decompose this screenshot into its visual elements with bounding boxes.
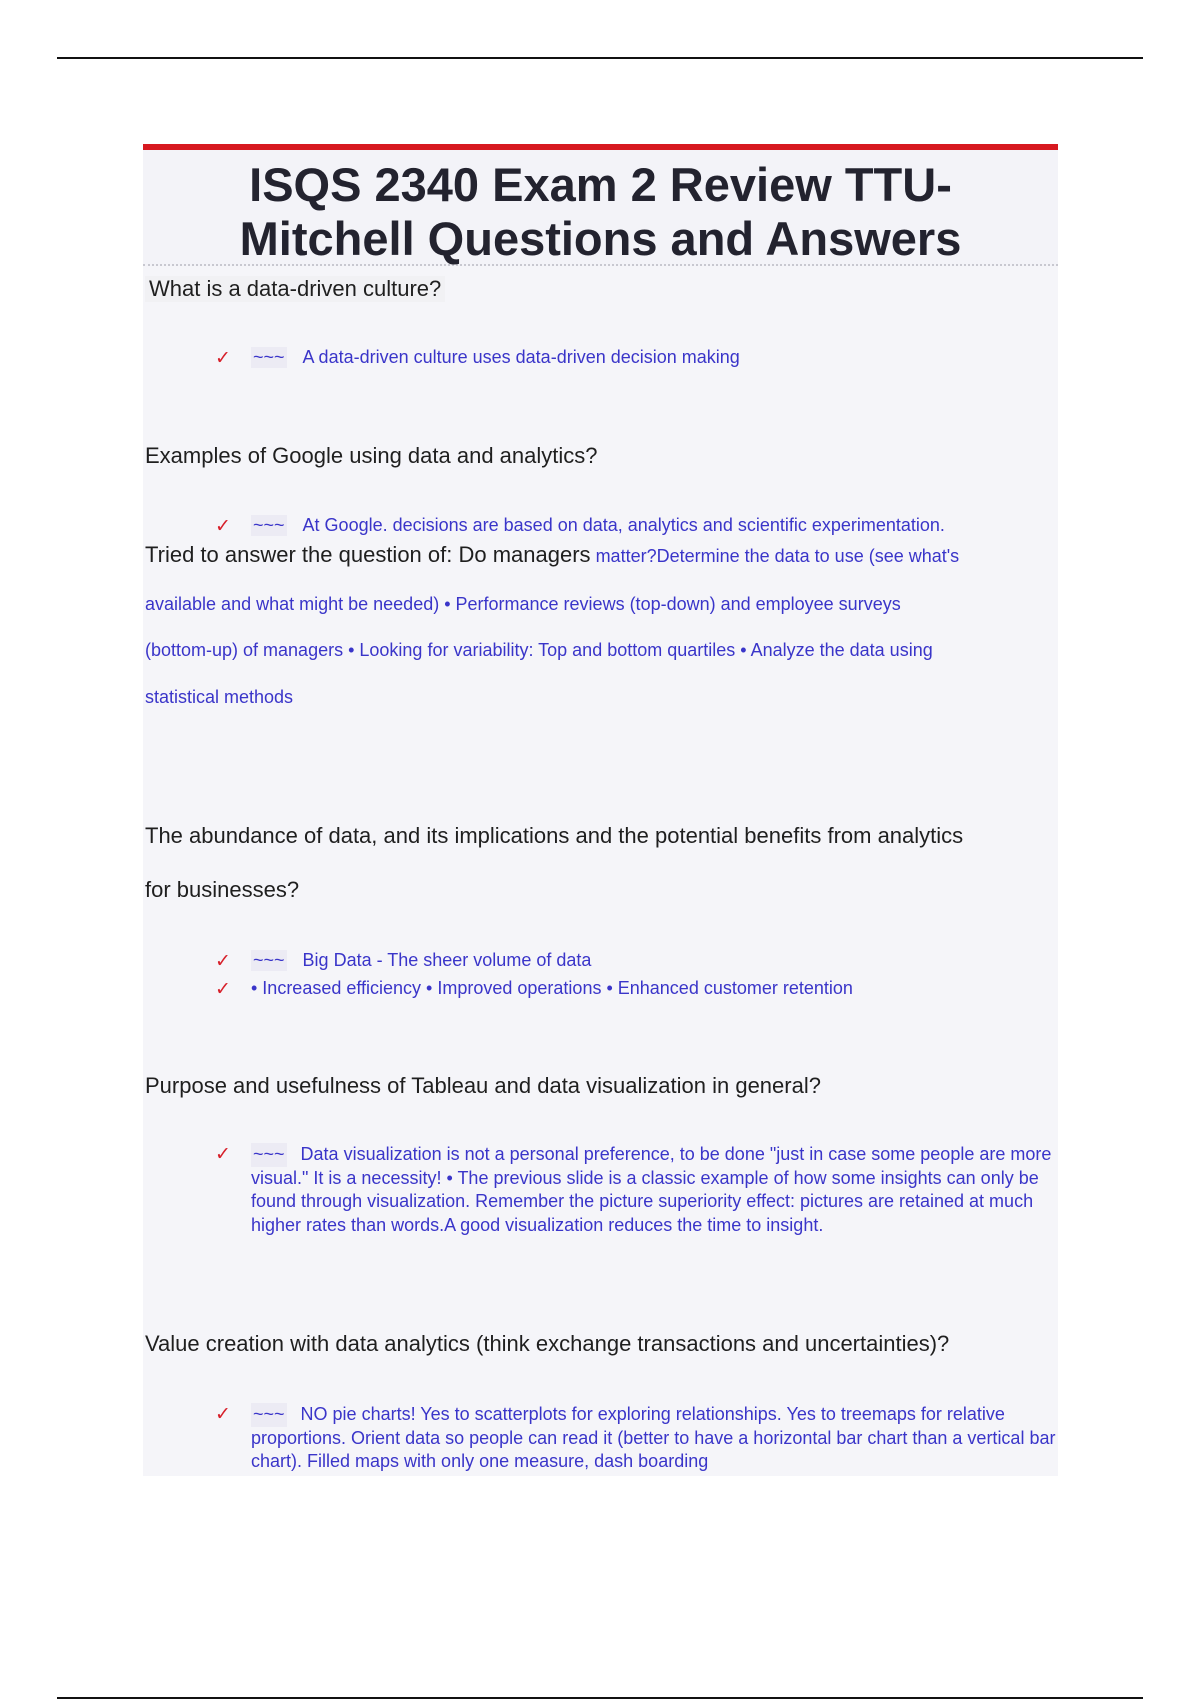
question-4-line-1: The abundance of data, and its implications and the potential benefits from analytics bbox=[145, 823, 964, 848]
question-6: Value creation with data analytics (think exchange transactions and uncertainties)? bbox=[145, 1331, 950, 1356]
question-3-line bbox=[145, 542, 959, 568]
check-icon: ✓ bbox=[215, 1404, 231, 1425]
answer-1-text: A data-driven culture uses data-driven decision making bbox=[302, 347, 740, 367]
answer-marker: ~~~ bbox=[251, 1143, 287, 1167]
check-icon: ✓ bbox=[215, 516, 231, 537]
answer-5 bbox=[251, 1143, 1056, 1237]
check-icon: ✓ bbox=[215, 348, 231, 369]
question-2: Examples of Google using data and analytics? bbox=[145, 443, 598, 468]
question-4-line-2: for businesses? bbox=[145, 877, 300, 902]
answer-3-line-2: available and what might be needed) • Performance reviews (top-down) and employee surveys bbox=[145, 594, 901, 614]
answer-4b-text: • Increased efficiency • Improved operations • Enhanced customer retention bbox=[251, 978, 853, 998]
answer-marker: ~~~ bbox=[253, 950, 285, 970]
check-icon: ✓ bbox=[215, 979, 231, 1000]
title-line-2: Mitchell Questions and Answers bbox=[239, 212, 962, 265]
answer-6-text: NO pie charts! Yes to scatterplots for exploring relationships. Yes to treemaps for relative proportions. Orient data so people can read it (better to have a horizontal bar chart than a vertical bar chart). Filled maps with only one measure, dash boarding bbox=[251, 1404, 1056, 1471]
answer-marker: ~~~ bbox=[251, 1403, 287, 1427]
answer-6 bbox=[251, 1403, 1056, 1474]
check-icon: ✓ bbox=[215, 1144, 231, 1165]
question-1: What is a data-driven culture? bbox=[145, 276, 445, 302]
answer-3-line-4: statistical methods bbox=[145, 687, 294, 707]
answer-2-text: At Google. decisions are based on data, analytics and scientific experimentation. bbox=[302, 515, 945, 535]
question-3: Tried to answer the question of: Do managers bbox=[145, 542, 591, 567]
question-5: Purpose and usefulness of Tableau and data visualization in general? bbox=[145, 1073, 821, 1098]
answer-marker: ~~~ bbox=[253, 347, 285, 367]
answer-3-line-3: (bottom-up) of managers • Looking for variability: Top and bottom quartiles • Analyze the data using bbox=[145, 640, 933, 660]
answer-3-line-1: matter?Determine the data to use (see what's bbox=[595, 546, 960, 566]
answer-marker: ~~~ bbox=[253, 515, 285, 535]
check-icon: ✓ bbox=[215, 951, 231, 972]
title-banner bbox=[143, 144, 1058, 266]
page-top-rule bbox=[57, 57, 1143, 59]
page-bottom-rule bbox=[57, 1697, 1143, 1699]
answer-4a-text: Big Data - The sheer volume of data bbox=[302, 950, 592, 970]
answer-5-text: Data visualization is not a personal preference, to be done "just in case some people are more visual." It is a necessity! • The previous slide is a classic example of how some insights can only be found through visualization. Remember the picture superiority effect: pictures are retained at much higher rates than words.A good visualization reduces the time to insight. bbox=[251, 1144, 1052, 1235]
title-line-1: ISQS 2340 Exam 2 Review TTU- bbox=[249, 158, 952, 211]
